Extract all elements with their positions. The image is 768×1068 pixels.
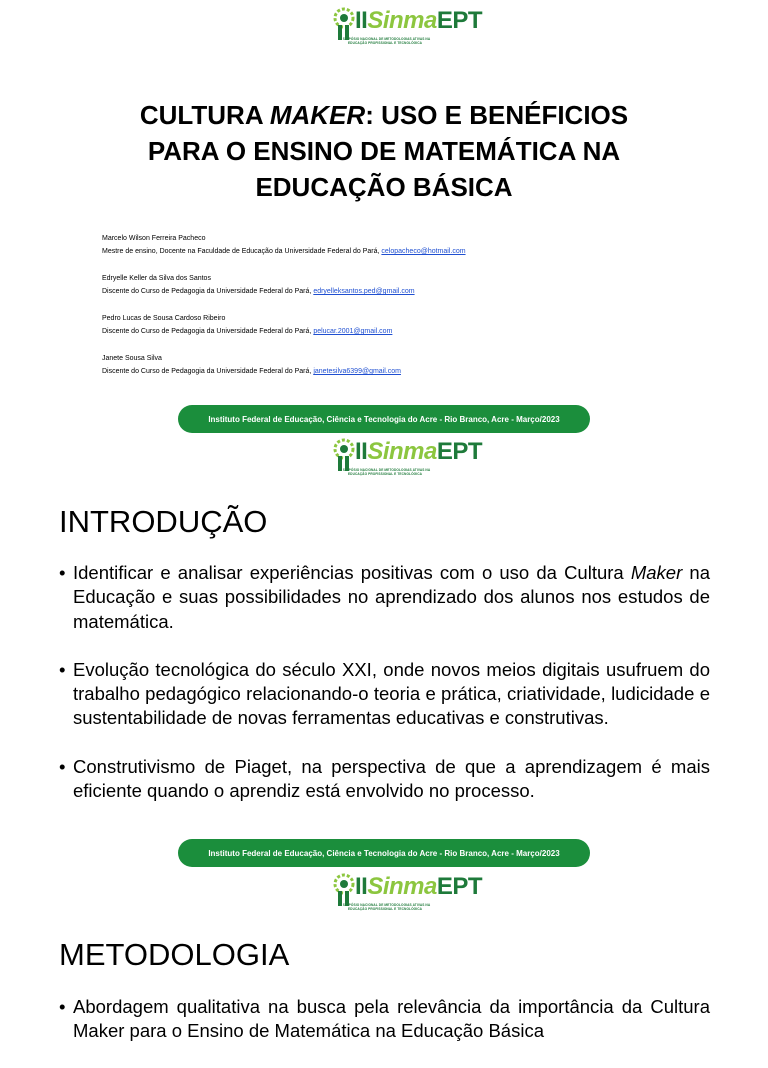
- author-block: [102, 312, 662, 338]
- bullet-icon: •: [59, 562, 66, 583]
- author-email-link[interactable]: celopacheco@hotmail.com: [381, 248, 466, 255]
- institution-footer: Instituto Federal de Educação, Ciência e Tecnologia do Acre - Rio Branco, Acre - Março/2023: [178, 839, 590, 867]
- logo-tagline: II SIMPÓSIO NACIONAL DE METODOLOGIAS ATIVAS NA EDUCAÇÃO PROFISSIONAL E TECNOLÓGICA: [339, 37, 431, 46]
- methodology-slide: [0, 845, 768, 1042]
- list-item: • Abordagem qualitativa na busca pela relevância da importância da Cultura Maker para o Ensino de Matemática na Educação Básica: [59, 996, 710, 1042]
- author-block: [102, 232, 662, 258]
- bullet-list: [59, 561, 710, 827]
- logo-tagline: II SIMPÓSIO NACIONAL DE METODOLOGIAS ATIVAS NA EDUCAÇÃO PROFISSIONAL E TECNOLÓGICA: [339, 468, 431, 477]
- author-affiliation: Discente do Curso de Pedagogia da Universidade Federal do Pará, pelucar.2001@gmail.com: [102, 328, 393, 335]
- author-block: [102, 272, 662, 298]
- institution-footer: Instituto Federal de Educação, Ciência e Tecnologia do Acre - Rio Branco, Acre - Março/2023: [178, 405, 590, 433]
- list-item: • Construtivismo de Piaget, na perspectiva de que a aprendizagem é mais eficiente quando o aprendiz está envolvido no processo.: [59, 755, 710, 802]
- list-item: • Evolução tecnológica do século XXI, onde novos meios digitais usufruem do trabalho pedagógico relacionando-o teoria e prática, criatividade, ludicidade e sustentabilidade de novas ferramentas educativas e construtivas.: [59, 658, 710, 729]
- sinmaept-logo: [329, 4, 483, 52]
- author-name: Pedro Lucas de Sousa Cardoso Ribeiro: [102, 315, 226, 322]
- author-email-link[interactable]: edryelleksantos.ped@gmail.com: [313, 288, 415, 295]
- author-name: Janete Sousa Silva: [102, 355, 162, 362]
- bullet-icon: •: [59, 996, 66, 1017]
- bullet-icon: •: [59, 755, 66, 777]
- sinmaept-logo: [329, 435, 483, 483]
- logo-brand: IISinmaEPT: [355, 873, 483, 900]
- author-email-link[interactable]: pelucar.2001@gmail.com: [313, 328, 393, 335]
- author-name: Marcelo Wilson Ferreira Pacheco: [102, 235, 206, 242]
- author-affiliation: Discente do Curso de Pedagogia da Universidade Federal do Pará, janetesilva6399@gmail.com: [102, 368, 401, 375]
- sinmaept-logo: [329, 870, 483, 918]
- section-heading: INTRODUÇÃO: [59, 504, 268, 539]
- introduction-slide: [0, 435, 768, 858]
- title-slide: [0, 0, 768, 435]
- author-affiliation: Mestre de ensino, Docente na Faculdade de Educação da Universidade Federal do Pará, celopacheco@hotmail.com: [102, 248, 466, 255]
- bullet-list: [59, 995, 710, 1068]
- presentation-title: CULTURA MAKER: USO E BENÉFICIOS PARA O ENSINO DE MATEMÁTICA NA EDUCAÇÃO BÁSICA: [139, 100, 629, 202]
- logo-brand: IISinmaEPT: [355, 438, 483, 465]
- list-item: • Identificar e analisar experiências positivas com o uso da Cultura Maker na Educação e suas possibilidades no aprendizado dos alunos nos estudos de matemática.: [59, 562, 710, 632]
- author-email-link[interactable]: janetesilva6399@gmail.com: [313, 368, 401, 375]
- author-affiliation: Discente do Curso de Pedagogia da Universidade Federal do Pará, edryelleksantos.ped@gmail.com: [102, 288, 415, 295]
- bullet-icon: •: [59, 658, 66, 680]
- author-name: Edryelle Keller da Silva dos Santos: [102, 275, 211, 282]
- logo-brand: IISinmaEPT: [355, 7, 483, 34]
- logo-tagline: II SIMPÓSIO NACIONAL DE METODOLOGIAS ATIVAS NA EDUCAÇÃO PROFISSIONAL E TECNOLÓGICA: [339, 903, 431, 912]
- section-heading: METODOLOGIA: [59, 937, 290, 972]
- author-block: [102, 352, 662, 378]
